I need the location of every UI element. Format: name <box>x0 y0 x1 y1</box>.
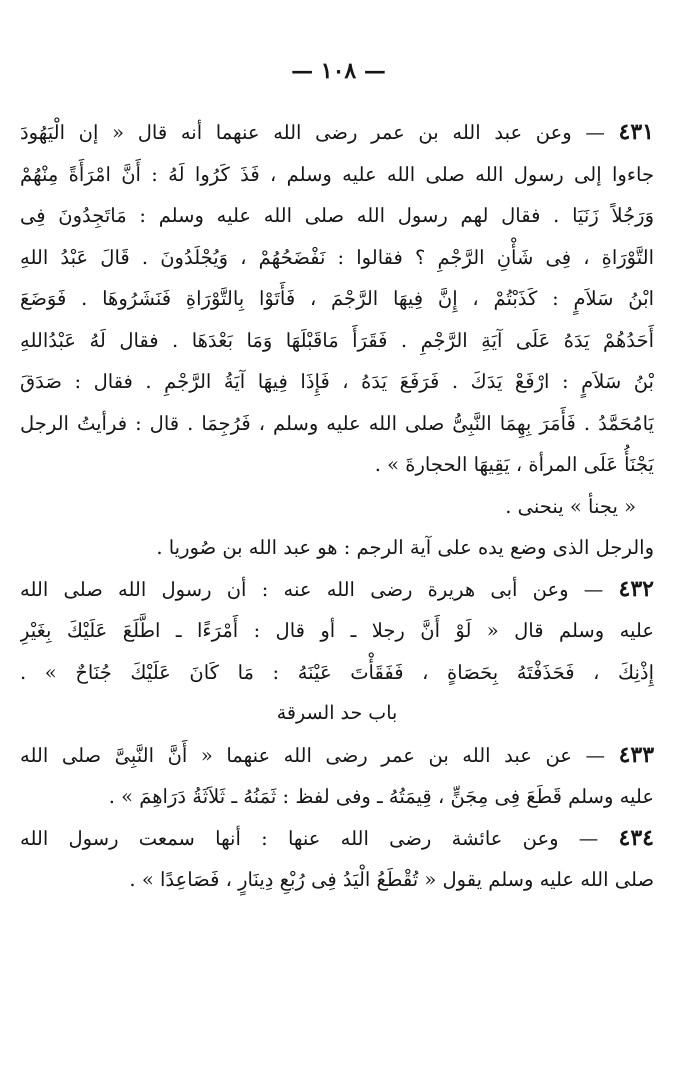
hadith-number: ٤٣٣ <box>618 741 654 768</box>
text-line <box>20 112 654 154</box>
text-line: جاءوا إلى رسول الله صلى الله عليه وسلم ، فَذَ كَرُوا لَهُ : أَنَّ امْرَأَةً مِنْهُمْ <box>20 162 654 186</box>
text-line: يَامُحَمَّدُ . فَأَمَرَ بِهِمَا النَّبِىُّ صلى الله عليه وسلم ، فَرُجِمَا . قال : فرأيتُ الرجل <box>20 411 654 435</box>
line-text: — وعن أبى هريرة رضى الله عنه : أن رسول الله صلى الله <box>20 577 604 601</box>
line-text: — وعن عبد الله بن عمر رضى الله عنهما أنه قال « إن الْيَهُودَ <box>20 121 605 144</box>
section-heading: باب حد السرقة <box>276 702 398 724</box>
text-line: ابْنُ سَلاَمٍ : كَذَبْتُمْ ، إِنَّ فِيهَا الرَّجْمَ ، فَأَتَوْا بِالتَّوْرَاةِ فَنَشَرُوهَا . فَوَضَعَ <box>20 287 654 310</box>
text-line: إِذْنِكَ ، فَحَذَفْتَهُ بِحَصَاةٍ ، فَفَقَأْتَ عَيْنَهُ : مَا كَانَ عَلَيْكَ جُنَاحٌ » . <box>20 660 654 684</box>
text-line: يَجْنَأُ عَلَى المرأة ، يَقِيهَا الحجارةَ » . <box>374 453 654 476</box>
text-line: والرجل الذى وضع يده على آية الرجم : هو عبد الله بن صُوريا . <box>156 536 654 559</box>
text-line <box>20 818 654 860</box>
line-text: — وعن عائشة رضى الله عنها : أنها سمعت رسول الله <box>20 826 599 850</box>
hadith-number: ٤٣٤ <box>618 824 654 851</box>
footnote-line: « يجنأ » ينحنى . <box>505 494 636 518</box>
text-line: عليه وسلم قال « لَوْ أَنَّ رجلا ـ أو قال : أَمْرَءًا ـ اطَّلَعَ عَلَيْكَ بِغَيْرِ <box>20 619 654 642</box>
text-line <box>20 569 654 611</box>
hadith-number: ٤٣٢ <box>618 575 654 602</box>
text-line: بْنُ سَلاَمٍ : ارْفَعْ يَدَكَ . فَرَفَعَ يَدَهُ ، فَإِذَا فِيهَا آيَةُ الرَّجْمِ . فقال : صَدَقَ <box>20 370 654 393</box>
text-line: وَرَجُلاً زَنَيَا . فقال لهم رسول الله صلى الله عليه وسلم : مَاتَجِدُونَ فِى <box>20 204 654 227</box>
page-body <box>20 112 654 901</box>
page-number: — ١٠٨ — <box>291 58 386 84</box>
hadith-number: ٤٣١ <box>618 119 654 145</box>
text-line: صلى الله عليه وسلم يقول « تُقْطَعُ الْيَدُ فِى رُبْعِ دِينَارٍ ، فَصَاعِدًا » . <box>129 868 654 891</box>
text-line <box>20 735 654 777</box>
text-line: أَحَدُهُمْ يَدَهُ عَلَى آيَةِ الرَّجْمِ . فَقَرَأَ مَاقَبْلَهَا وَمَا بَعْدَهَا . فقال لَهُ عَبْدُاللهِ <box>20 328 654 352</box>
text-line: التَّوْرَاةِ ، فِى شَأْنِ الرَّجْمِ ؟ فقالوا : نَفْضَحُهُمْ ، وَيُجْلَدُونَ . قَالَ عَبْدُ اللهِ <box>20 245 654 269</box>
line-text: — عن عبد الله بن عمر رضى الله عنهما « أَنَّ النَّبِىَّ صلى الله <box>20 743 605 767</box>
text-line: عليه وسلم قَطَعَ فِى مِجَنٍّ ، قِيمَتُهُ ـ وفى لفظ : ثَمَنُهُ ـ ثَلاَثَةُ دَرَاهِمَ » . <box>108 785 654 808</box>
